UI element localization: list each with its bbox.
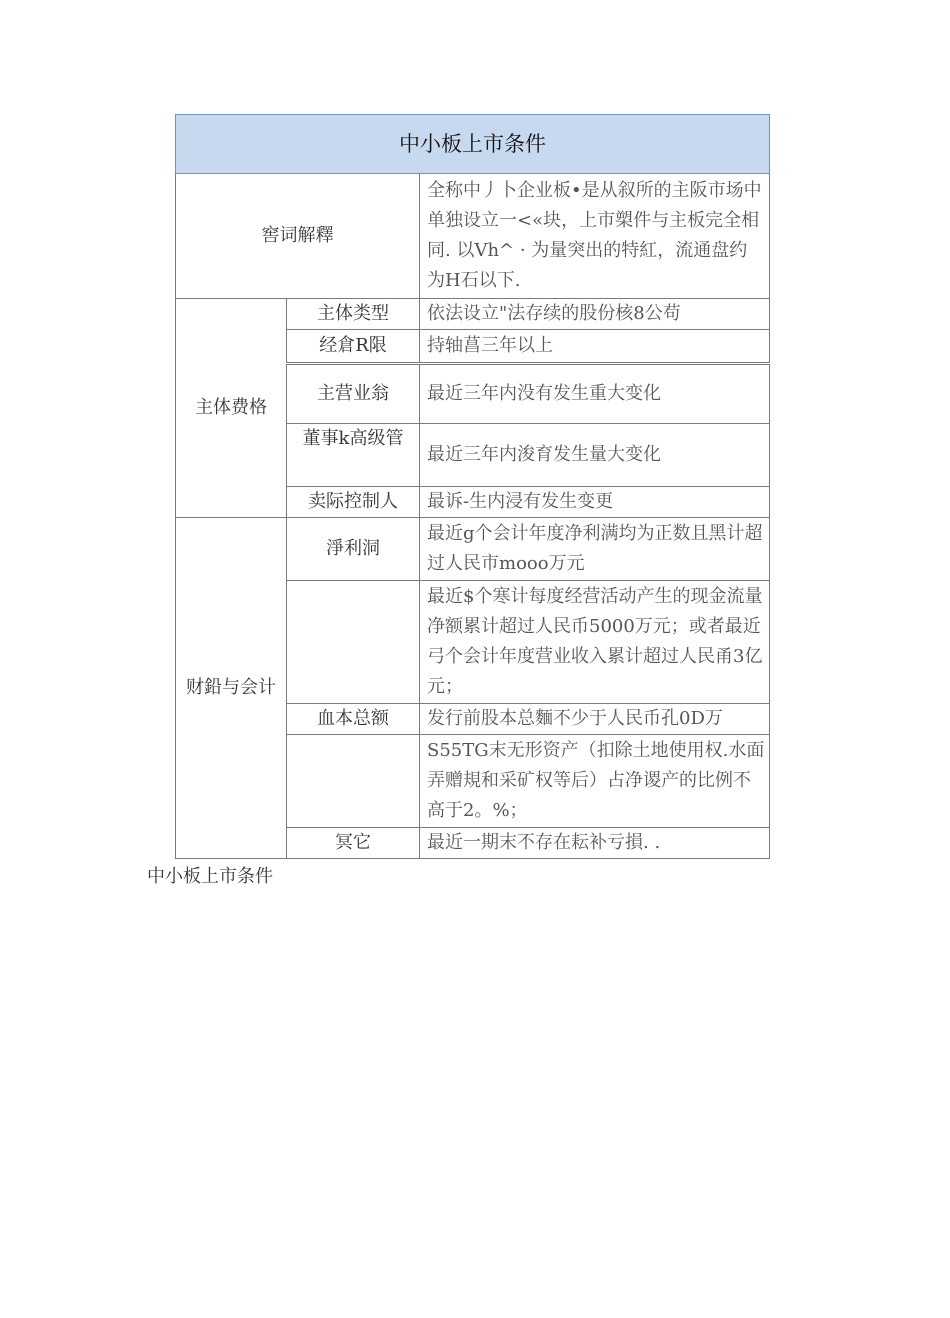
table-title: 中小板上市条件 — [176, 115, 770, 174]
finance-item-label — [287, 735, 420, 828]
table-caption: 中小板上市条件 — [147, 866, 273, 887]
subject-item-label: 卖际控制人 — [287, 487, 420, 518]
subject-category-label: 主体费格 — [176, 299, 287, 518]
subject-item-value: 最近三年内没有发生重大变化 — [420, 364, 770, 424]
finance-item-value: 最近g个会计年度净利满均为正数且黑计超过人民市mooo万元 — [420, 518, 770, 581]
definition-value: 全称中丿卜企业板•是从叙所的主阪市场中单独设立一<«块，上市槊件与主板完全相同. 以Vh^ · 为量突出的特紅，流通盘约为H石以下. — [420, 174, 770, 299]
finance-item-label: 血本总额 — [287, 704, 420, 735]
table-row — [176, 518, 770, 581]
subject-item-value: 最近三年内浚育发生量大变化 — [420, 424, 770, 487]
finance-item-value: 最近一期末不存在耘补亏損. . — [420, 828, 770, 859]
finance-item-value: 发行前股本总麵不少于人民币孔0D万 — [420, 704, 770, 735]
finance-item-label: 冥它 — [287, 828, 420, 859]
table-row — [176, 299, 770, 330]
subject-item-label: 主营业翁 — [287, 364, 420, 424]
listing-conditions-table — [175, 114, 770, 859]
finance-item-label: 淨利洞 — [287, 518, 420, 581]
subject-item-value: 最诉-生内浸有发生变更 — [420, 487, 770, 518]
table-title-row — [176, 115, 770, 174]
subject-item-label: 主体类型 — [287, 299, 420, 330]
subject-item-value: 持轴菖三年以上 — [420, 330, 770, 364]
subject-item-value: 依法设立"法存续的股份核8公苟 — [420, 299, 770, 330]
finance-item-value: S55TG末无形资产（扣除土地使用权.水面弄赠規和采矿权等后）占净谡产的比例不高于2。%； — [420, 735, 770, 828]
finance-item-label — [287, 581, 420, 704]
subject-item-label: 董事k高级管 — [287, 424, 420, 487]
subject-item-label: 经倉R限 — [287, 330, 420, 364]
table-row — [176, 174, 770, 299]
definition-label: 窖词解釋 — [176, 174, 420, 299]
finance-item-value: 最近$个寒计每度经营活动产生的现金流量净额累计超过人民币5000万元；或者最近弓个会计年度营业收入累计超过人民甬3亿元； — [420, 581, 770, 704]
finance-category-label: 财鉛与会计 — [176, 518, 287, 859]
